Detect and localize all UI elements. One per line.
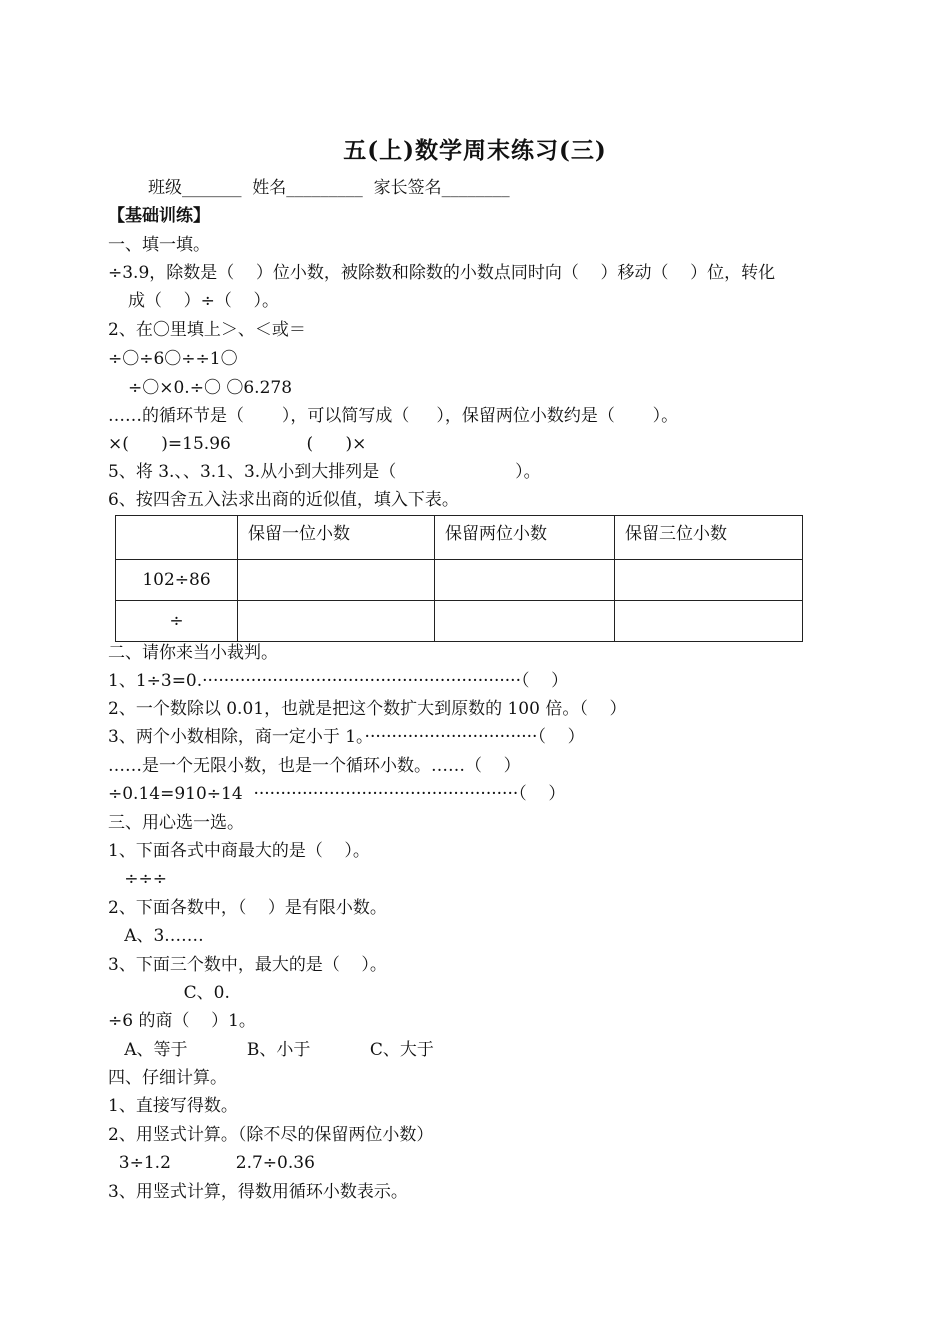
s1-question-6: 6、按四舍五入法求出商的近似值，填入下表。 [108,490,459,510]
s3-question-1: 1、下面各式中商最大的是（ ）。 [108,841,370,861]
table-header-cell: 保留两位小数 [435,516,615,560]
s1-question-2: 2、在〇里填上＞、＜或＝ [108,320,306,340]
s3-question-3-options: C、0. [108,983,230,1003]
page-title: 五(上)数学周末练习(三) [343,137,607,164]
s4-question-2-items: 3÷1.2 2.7÷0.36 [108,1153,315,1173]
s4-question-3: 3、用竖式计算，得数用循环小数表示。 [108,1182,408,1202]
approximation-table [115,515,803,642]
judge-item: 1、1÷3=0.···························································（ ） [108,671,569,691]
table-header-row [116,516,803,560]
s1-question-4: ×( )=15.96 ( )× [108,434,367,454]
answer-cell[interactable] [615,601,803,642]
s1-question-1b: 成（ ）÷（ ）。 [128,291,279,311]
s1-question-3: ……的循环节是（ ），可以简写成（ ），保留两位小数约是（ ）。 [108,406,679,426]
section-4-heading: 四、仔细计算。 [108,1068,227,1088]
s3-question-4: ÷6 的商（ ）1。 [108,1011,256,1031]
s1-question-1a: ÷3.9，除数是（ ）位小数，被除数和除数的小数点同时向（ ）移动（ ）位，转化 [108,263,776,283]
s1-question-2b: ÷〇×0.÷〇 〇6.278 [128,378,293,398]
answer-cell[interactable] [238,560,435,601]
section-3-heading: 三、用心选一选。 [108,813,244,833]
table-row [116,601,803,642]
s3-question-2: 2、下面各数中，（ ）是有限小数。 [108,898,387,918]
answer-cell[interactable] [238,601,435,642]
table-cell: ÷ [116,601,238,642]
section-2-heading: 二、请你来当小裁判。 [108,643,278,663]
table-header-cell: 保留三位小数 [615,516,803,560]
section-1-heading: 一、填一填。 [108,235,210,255]
judge-item: ÷0.14=910÷14 ·················································（ ） [108,784,566,804]
s1-question-5: 5、将 3.、、3.1、3.从小到大排列是（ ）。 [108,462,541,482]
s3-question-1-options: ÷÷÷ [108,869,167,889]
table-header-cell [116,516,238,560]
judge-item: 3、两个小数相除，商一定小于 1。································（ ） [108,727,585,747]
s4-question-1: 1、直接写得数。 [108,1096,238,1116]
s1-question-2a: ÷〇÷6〇÷÷1〇 [108,349,238,369]
s3-question-4-options: A、等于 B、小于 C、大于 [108,1040,434,1060]
s3-question-2-options: A、3.…… [108,926,204,946]
table-row [116,560,803,601]
answer-cell[interactable] [615,560,803,601]
s4-question-2: 2、用竖式计算。（除不尽的保留两位小数） [108,1125,434,1145]
answer-cell[interactable] [435,601,615,642]
student-info-line: 班级_______ 姓名_________ 家长签名________ [148,178,510,198]
judge-item: 2、一个数除以 0.01，也就是把这个数扩大到原数的 100 倍。（ ） [108,699,627,719]
judge-item: ……是一个无限小数，也是一个循环小数。……（ ） [108,756,521,776]
s3-question-3: 3、下面三个数中，最大的是（ ）。 [108,955,387,975]
table-cell: 102÷86 [116,560,238,601]
table-header-cell: 保留一位小数 [238,516,435,560]
section-basic-heading: 【基础训练】 [108,206,210,226]
answer-cell[interactable] [435,560,615,601]
